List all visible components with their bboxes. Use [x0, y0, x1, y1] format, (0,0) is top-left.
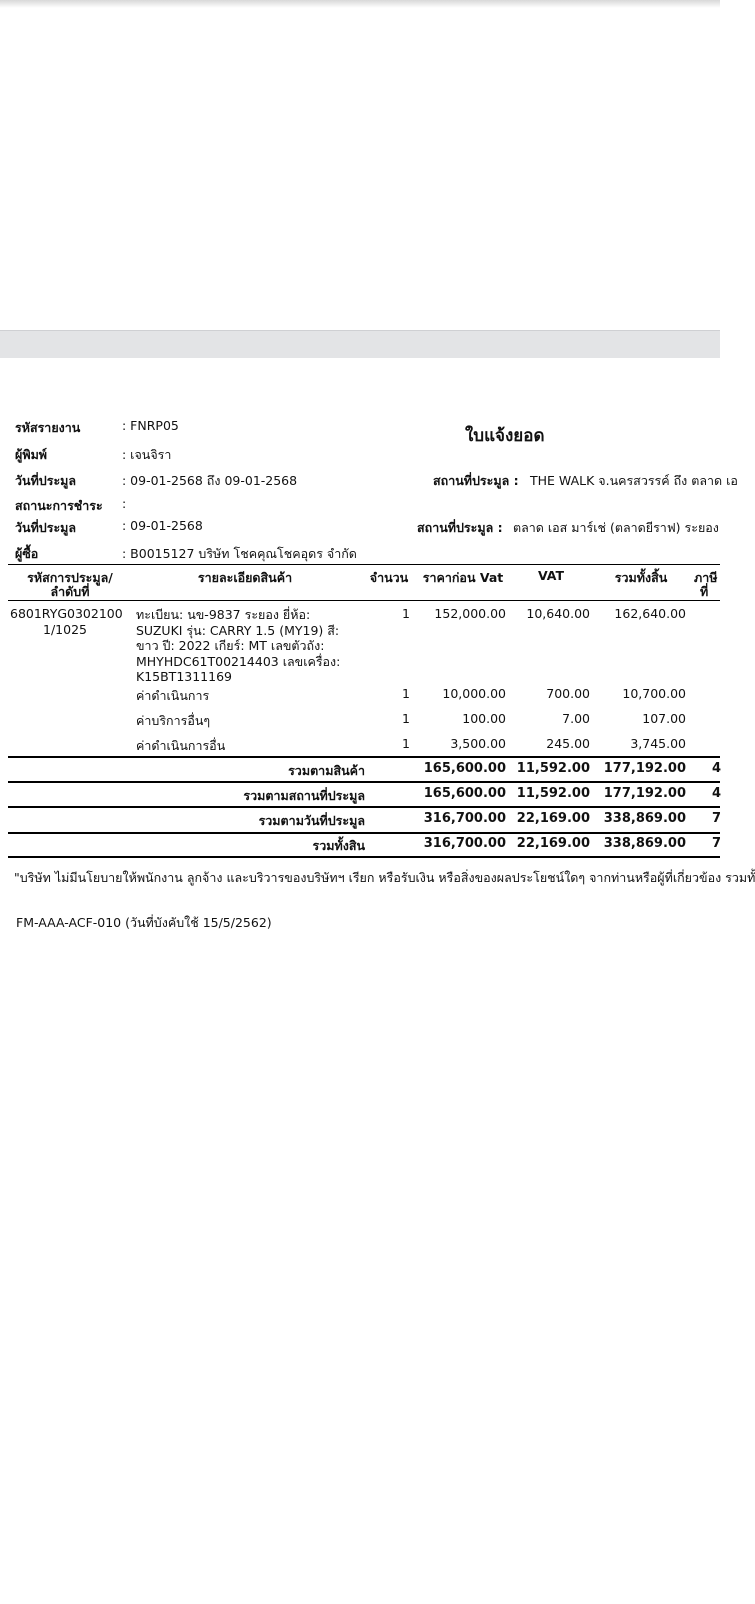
- buyer-value: : B0015127 บริษัท โชคคุณโชคอุดร จำกัด: [122, 546, 357, 561]
- page-separator: [0, 330, 720, 359]
- fee-total: 3,745.00: [630, 736, 686, 751]
- table-top-rule: [8, 564, 720, 565]
- summary-tax: 7: [712, 811, 722, 826]
- summary-rule: [8, 756, 720, 758]
- summary-label: รวมตามสถานที่ประมูล: [243, 788, 365, 803]
- fee-pre-vat: 100.00: [462, 711, 506, 726]
- printer-value: : เจนจิรา: [122, 447, 172, 462]
- col-header-vat: VAT: [537, 568, 565, 583]
- summary-label: รวมตามวันที่ประมูล: [258, 813, 365, 828]
- item-code-line1: 6801RYG0302100: [10, 606, 123, 621]
- fee-qty: 1: [402, 711, 410, 726]
- summary-total: 177,192.00: [603, 761, 686, 776]
- fee-pre-vat: 3,500.00: [450, 736, 506, 751]
- summary-vat: 11,592.00: [516, 786, 590, 801]
- col-header-total: รวมทั้งสิ้น: [614, 570, 668, 585]
- auction-date2-value: : 09-01-2568: [122, 518, 203, 533]
- grand-total-label: รวมทั้งสิน: [312, 838, 365, 853]
- summary-vat: 22,169.00: [516, 811, 590, 826]
- grand-total-tax: 7: [712, 836, 722, 851]
- printer-label: ผู้พิมพ์: [15, 447, 48, 462]
- col-header-code-line1: รหัสการประมูล/: [27, 570, 113, 585]
- summary-vat: 11,592.00: [516, 761, 590, 776]
- summary-rule: [8, 806, 720, 808]
- summary-tax: 4: [712, 786, 722, 801]
- fee-name: ค่าดำเนินการ: [136, 688, 210, 703]
- fee-vat: 7.00: [562, 711, 590, 726]
- summary-tax: 4: [712, 761, 722, 776]
- col-header-code-line2: ลำดับที่: [50, 584, 90, 599]
- item-detail: ทะเบียน: นข-9837 ระยอง ยี่ห้อ: SUZUKI รุ่น: CARRY 1.5 (MY19) สี: ขาว ปี: 2022 เกียร์: MT เลขตัวถัง: MHYHDC61T00214403 เลขเครื่อง: K15BT1311169: [136, 607, 341, 685]
- fee-total: 107.00: [642, 711, 686, 726]
- form-code: FM-AAA-ACF-010 (วันที่บังคับใช้ 15/5/2562): [16, 915, 272, 930]
- summary-pre-vat: 165,600.00: [423, 761, 506, 776]
- summary-pre-vat: 316,700.00: [423, 811, 506, 826]
- summary-label: รวมตามสินค้า: [288, 763, 365, 778]
- summary-rule: [8, 781, 720, 783]
- summary-total: 177,192.00: [603, 786, 686, 801]
- item-pre-vat: 152,000.00: [434, 606, 506, 621]
- grand-total-vat: 22,169.00: [516, 836, 590, 851]
- item-total: 162,640.00: [614, 606, 686, 621]
- venue2-value: ตลาด เอส มาร์เช่ (ตลาดยีราฟ) ระยอง: [513, 520, 719, 535]
- payment-status-label: สถานะการชำระ: [15, 498, 103, 513]
- top-shadow: [0, 0, 720, 8]
- summary-pre-vat: 165,600.00: [423, 786, 506, 801]
- grand-total-total: 338,869.00: [603, 836, 686, 851]
- fee-qty: 1: [402, 686, 410, 701]
- col-header-detail: รายละเอียดสินค้า: [197, 570, 293, 585]
- fee-vat: 245.00: [546, 736, 590, 751]
- document-title: ใบแจ้งยอด: [465, 426, 545, 446]
- fee-qty: 1: [402, 736, 410, 751]
- report-code-value: : FNRP05: [122, 418, 179, 433]
- venue-value: THE WALK จ.นครสวรรค์ ถึง ตลาด เอ: [530, 473, 738, 488]
- col-header-tax-line2: ที่: [700, 584, 709, 599]
- col-header-tax-line1: ภาษี: [694, 570, 718, 585]
- col-header-qty: จำนวน: [369, 570, 409, 585]
- venue2-label: สถานที่ประมูล :: [417, 520, 503, 535]
- item-code-line2: 1/1025: [43, 622, 87, 637]
- venue-label: สถานที่ประมูล :: [433, 473, 519, 488]
- report-code-label: รหัสรายงาน: [15, 420, 81, 435]
- fee-pre-vat: 10,000.00: [442, 686, 506, 701]
- buyer-label: ผู้ซื้อ: [15, 546, 39, 561]
- col-header-pre-vat: ราคาก่อน Vat: [422, 570, 504, 585]
- fee-total: 10,700.00: [622, 686, 686, 701]
- summary-rule: [8, 832, 720, 834]
- table-header-rule: [8, 600, 720, 601]
- table-bottom-rule: [8, 856, 720, 858]
- auction-date-label: วันที่ประมูล: [15, 473, 77, 488]
- fee-name: ค่าดำเนินการอื่น: [136, 738, 226, 753]
- auction-date-range: : 09-01-2568 ถึง 09-01-2568: [122, 473, 298, 488]
- fee-name: ค่าบริการอื่นๆ: [136, 713, 211, 728]
- item-qty: 1: [402, 606, 410, 621]
- policy-note: "บริษัท ไม่มีนโยบายให้พนักงาน ลูกจ้าง และบริวารของบริษัทฯ เรียก หรือรับเงิน หรือสิ่งของผลประโยชน์ใดๆ จากท่านหรือผู้ที่เกี่ยวข้อง รวมทั้: [14, 870, 755, 885]
- auction-date2-label: วันที่ประมูล: [15, 520, 77, 535]
- summary-total: 338,869.00: [603, 811, 686, 826]
- fee-vat: 700.00: [546, 686, 590, 701]
- payment-status-value: :: [122, 496, 127, 511]
- statement-document: [0, 358, 755, 1604]
- grand-total-pre-vat: 316,700.00: [423, 836, 506, 851]
- item-vat: 10,640.00: [526, 606, 590, 621]
